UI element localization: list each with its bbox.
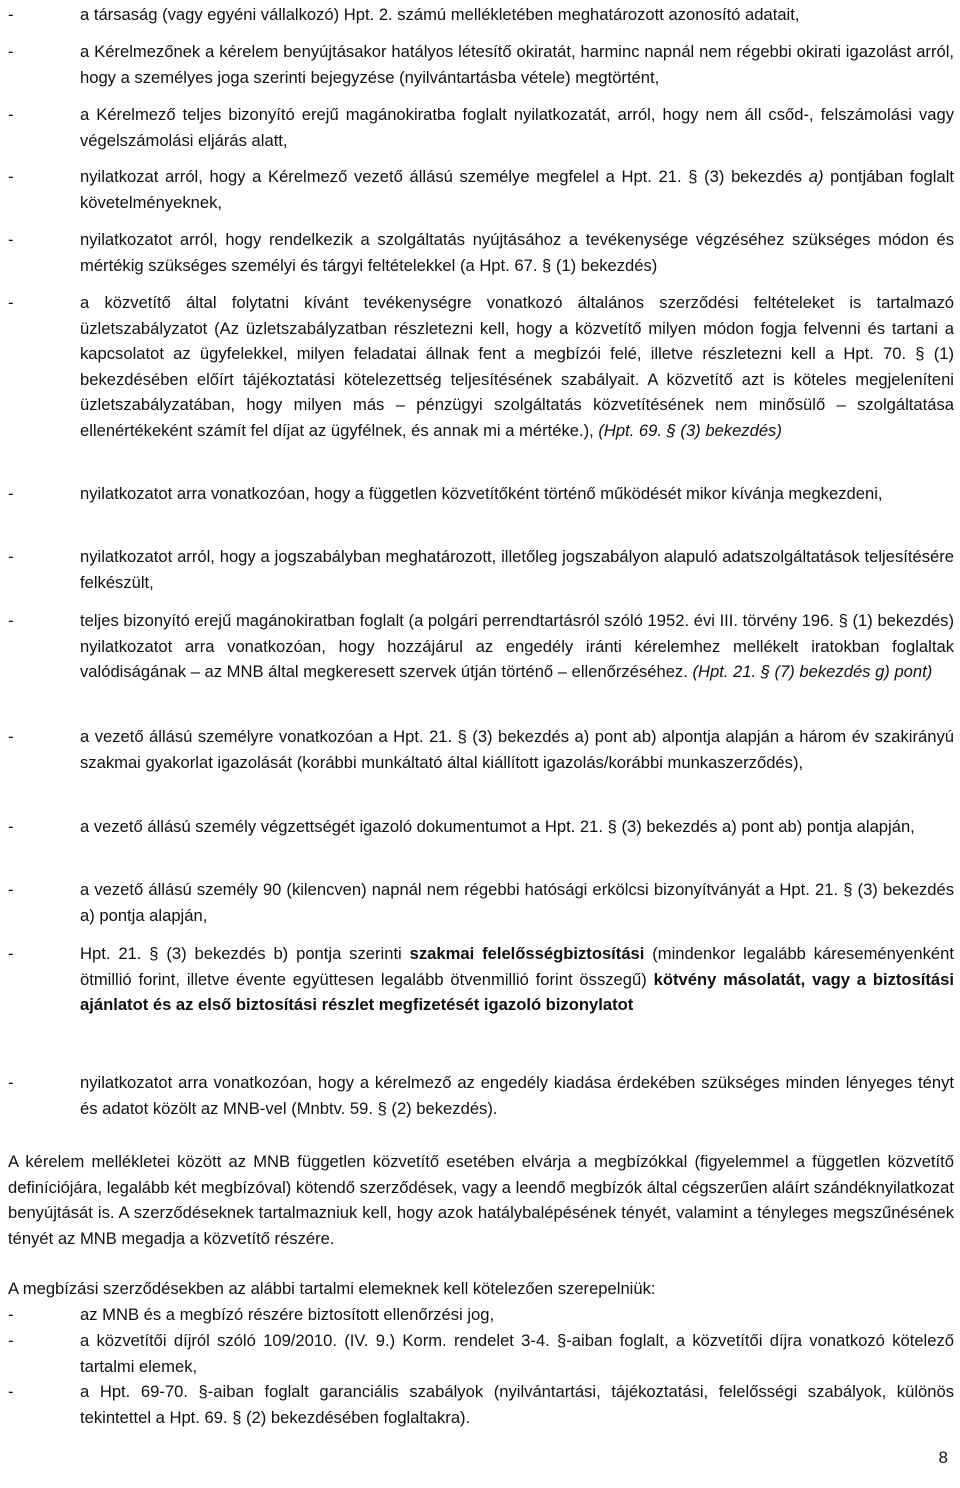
list-item-text: Hpt. 21. § (3) bekezdés b) pontja szerinti szakmai felelősségbiztosítási (mindenkor legalább káreseményenként ötmillió forint, illetve évente együttesen legalább ötvenmillió forint összegű) kötvény másolatát, vagy a biztosítási ajánlatot és az első biztosítási részlet megfizetését igazoló bizonylatot (80, 944, 955, 1014)
list-item-text: nyilatkozatot arra vonatkozóan, hogy a kérelmező az engedély kiadása érdekében szükséges minden lényeges tényt és adatot közölt az MNB-vel (Mnbtv. 59. § (2) bekezdés). (80, 1073, 954, 1118)
list-item-text: nyilatkozatot arról, hogy a jogszabályban meghatározott, illetőleg jogszabályon alapuló adatszolgáltatások teljesítésére felkészült, (80, 547, 954, 592)
list-dash: - (8, 105, 14, 124)
list-item (0, 1302, 954, 1328)
list-item (0, 2, 954, 28)
list-item (0, 481, 954, 507)
list-item (0, 877, 954, 928)
list-dash: - (8, 230, 14, 249)
list-item-text: a Kérelmező teljes bizonyító erejű magánokiratba foglalt nyilatkozatát, arról, hogy nem áll csőd-, felszámolási vagy végelszámolási eljárás alatt, (80, 105, 954, 150)
list-item (0, 1379, 954, 1430)
list-item (0, 724, 954, 775)
list-intro: A megbízási szerződésekben az alábbi tartalmi elemeknek kell kötelezően szerepelniük: (8, 1279, 656, 1298)
list-item-text: a társaság (vagy egyéni vállalkozó) Hpt. 2. számú mellékletében meghatározott azonosító adatait, (80, 5, 800, 24)
list-item (0, 290, 954, 443)
list-item-text: az MNB és a megbízó részére biztosított ellenőrzési jog, (80, 1305, 495, 1324)
list-dash: - (8, 944, 14, 963)
list-item-text: a közvetítő által folytatni kívánt tevékenységre vonatkozó általános szerződési feltételeket is tartalmazó üzletszabályzatot (Az üzletszabályzatban részletezni kell, hogy a közvetítő milyen módon fogja felvenni és tartani a kapcsolatot az ügyfelekkel, milyen feladatai állnak fent a megbízói felé, illetve részletezni kell a Hpt. 70. § (1) bekezdésében előírt tájékoztatási kötelezettség teljesítésének szabályait. A közvetítő azt is köteles megjeleníteni üzletszabályzatában, hogy milyen más – pénzügyi szolgáltatás közvetítésének nem minősülő – szolgáltatása ellenértékeként számít fel díjat az ügyfélnek, és annak mi a mértéke.), (Hpt. 69. § (3) bekezdés) (80, 293, 954, 440)
list-item (0, 941, 954, 1018)
list-dash: - (8, 42, 14, 61)
list-item (0, 814, 954, 840)
list-item (0, 164, 954, 215)
body-paragraph: A kérelem mellékletei között az MNB független közvetítő esetében elvárja a megbízókkal (figyelemmel a független közvetítő definíciójára, legalább két megbízóval) kötendő szerződések, vagy a leendő megbízók által cégszerűen aláírt szándéknyilatkozat benyújtását is. A szerződéseknek tartalmazniuk kell, hogy azok hatálybalépésének tényét, valamint a tényleges megszűnésének tényét az MNB megadja a közvetítő részére. (8, 1152, 954, 1248)
list-dash: - (8, 547, 14, 566)
list-item (0, 608, 954, 685)
list-item-text: a vezető állású személyre vonatkozóan a Hpt. 21. § (3) bekezdés a) pont ab) alpontja alapján a három év szakirányú szakmai gyakorlat igazolását (korábbi munkáltató által kiállított igazolás/korábbi munkaszerződés), (80, 727, 954, 772)
list-item-text: a Hpt. 69-70. §-aiban foglalt garanciális szabályok (nyilvántartási, tájékoztatási, felelősségi szabályok, különös tekintettel a Hpt. 69. § (2) bekezdésében foglaltakra). (80, 1382, 954, 1427)
list-item-text: nyilatkozat arról, hogy a Kérelmező vezető állású személye megfelel a Hpt. 21. § (3) bekezdés a) pontjában foglalt követelményeknek, (80, 167, 954, 212)
list-dash: - (8, 1073, 14, 1092)
list-item-text: teljes bizonyító erejű magánokiratban foglalt (a polgári perrendtartásról szóló 1952. évi III. törvény 196. § (1) bekezdés) nyilatkozatot arra vonatkozóan, hogy hozzájárul az engedély iránti kérelemhez mellékelt iratokban foglaltak valódiságának – az MNB által megkeresett szervek útján történő – ellenőrzéséhez. (Hpt. 21. § (7) bekezdés g) pont) (80, 611, 954, 681)
list-dash: - (8, 880, 14, 899)
list-item-text: nyilatkozatot arra vonatkozóan, hogy a független közvetítőként történő működését mikor kívánja megkezdeni, (80, 484, 883, 503)
list-item (0, 1070, 954, 1121)
list-dash: - (8, 611, 14, 630)
list-dash: - (8, 1331, 14, 1350)
list-dash: - (8, 167, 14, 186)
list-dash: - (8, 1382, 14, 1401)
list-item (0, 544, 954, 595)
list-dash: - (8, 727, 14, 746)
list-item-text: a vezető állású személy végzettségét igazoló dokumentumot a Hpt. 21. § (3) bekezdés a) pont ab) pontja alapján, (80, 817, 915, 836)
list-item (0, 102, 954, 153)
list-dash: - (8, 5, 14, 24)
list-item-text: nyilatkozatot arról, hogy rendelkezik a szolgáltatás nyújtásához a tevékenysége végzéséhez szükséges módon és mértékig szükséges személyi és tárgyi feltételekkel (a Hpt. 67. § (1) bekezdés) (80, 230, 954, 275)
list-item (0, 1328, 954, 1379)
list-dash: - (8, 484, 14, 503)
list-dash: - (8, 817, 14, 836)
list-item-text: a vezető állású személy 90 (kilencven) napnál nem régebbi hatósági erkölcsi bizonyítványát a Hpt. 21. § (3) bekezdés a) pontja alapján, (80, 880, 954, 925)
list-dash: - (8, 1305, 14, 1324)
list-item (0, 39, 954, 90)
list-dash: - (8, 293, 14, 312)
list-item (0, 227, 954, 278)
list-item-text: a Kérelmezőnek a kérelem benyújtásakor hatályos létesítő okiratát, harminc napnál nem régebbi okirati igazolást arról, hogy a személyes joga szerinti bejegyzése (nyilvántartásba vétele) megtörtént, (80, 42, 954, 87)
page-number: 8 (938, 1447, 948, 1467)
list-item-text: a közvetítői díjról szóló 109/2010. (IV. 9.) Korm. rendelet 3-4. §-aiban foglalt, a közvetítői díjra vonatkozó kötelező tartalmi elemek, (80, 1331, 954, 1376)
